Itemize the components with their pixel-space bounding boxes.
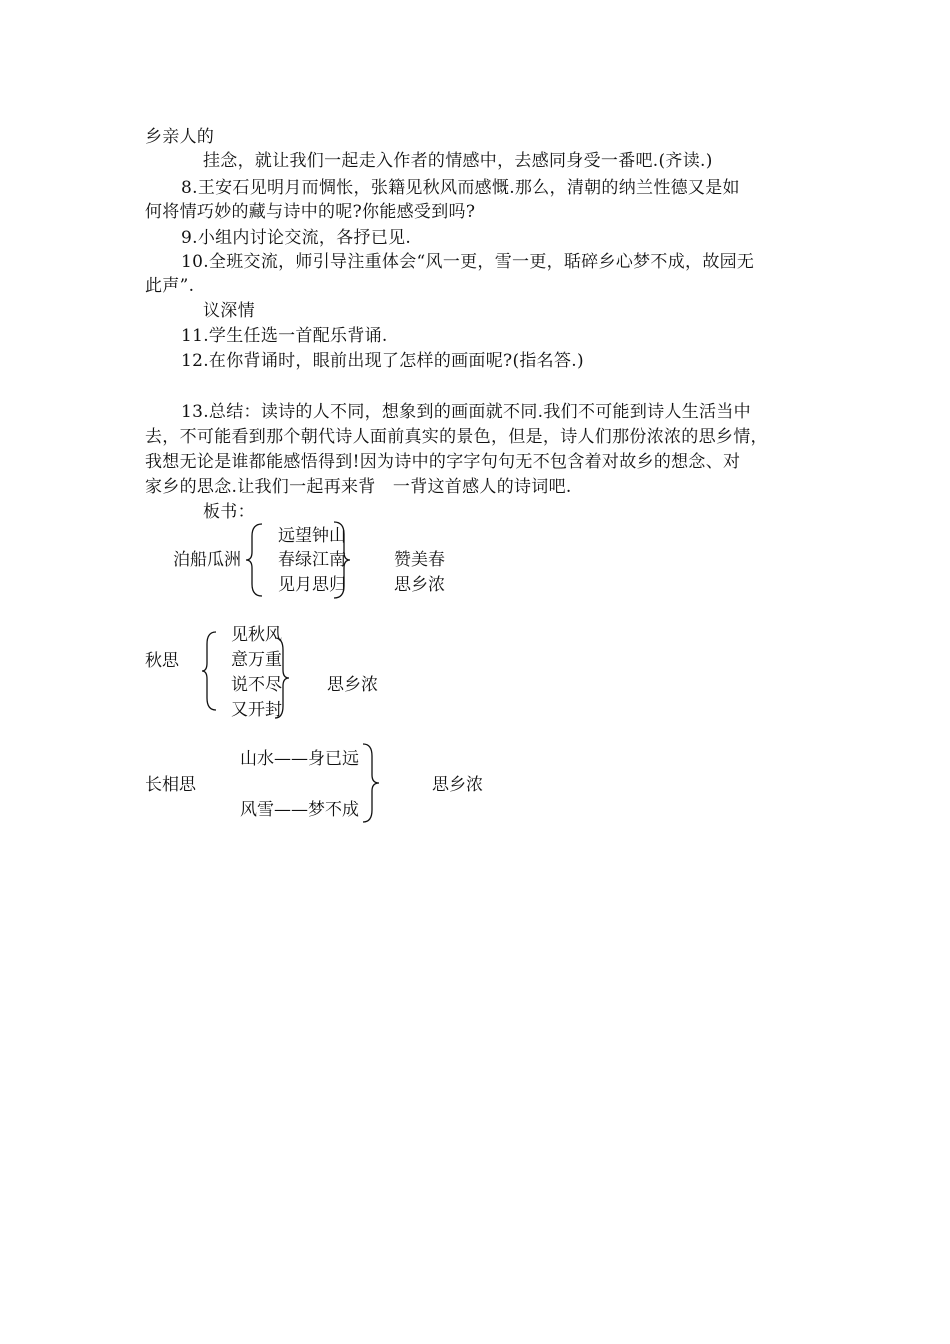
poem3-title: 长相思 <box>145 775 196 795</box>
left-brace-icon <box>244 522 266 598</box>
poem2-line: 说不尽 <box>231 675 282 695</box>
poem2-line: 又开封 <box>231 700 282 720</box>
board-label: 板书： <box>203 502 255 522</box>
list-item-8: 8.王安石见明月而惆怅，张籍见秋风而感慨.那么，清朝的纳兰性德又是如 <box>181 178 740 198</box>
poem2-result: 思乡浓 <box>327 675 378 695</box>
poem2-line: 见秋风 <box>231 625 282 645</box>
paragraph-line: 乡亲人的 <box>145 127 215 147</box>
poem1-result: 赞美春 <box>394 550 445 570</box>
list-item-11: 11.学生任选一首配乐背诵. <box>181 326 388 346</box>
right-brace-icon <box>361 742 381 824</box>
left-brace-icon <box>200 630 220 712</box>
list-item-9: 9.小组内讨论交流，各抒已见. <box>181 228 412 248</box>
poem2-line: 意万重 <box>231 650 282 670</box>
poem1-title: 泊船瓜洲 <box>173 550 241 570</box>
list-item-13: 13.总结：读诗的人不同，想象到的画面就不同.我们不可能到诗人生活当中 <box>181 402 751 422</box>
list-item-10-continued: 此声”. <box>145 276 195 296</box>
list-item-10: 10.全班交流，师引导注重体会“风一更，雪一更，聒碎乡心梦不成，故园无 <box>181 252 755 272</box>
list-item-12: 12.在你背诵时，眼前出现了怎样的画面呢?(指名答.) <box>181 351 584 371</box>
poem1-line: 春绿江南 <box>278 550 346 570</box>
section-heading: 议深情 <box>203 301 255 321</box>
poem2-title: 秋思 <box>145 651 179 671</box>
list-item-13-continued: 我想无论是谁都能感悟得到!因为诗中的字字句句无不包含着对故乡的想念、对 <box>145 452 741 472</box>
poem3-result: 思乡浓 <box>432 775 483 795</box>
poem1-line: 见月思归 <box>278 575 346 595</box>
poem3-line: 风雪——梦不成 <box>240 800 359 820</box>
poem1-result: 思乡浓 <box>394 575 445 595</box>
right-brace-icon <box>332 520 352 600</box>
poem1-line: 远望钟山 <box>278 526 346 546</box>
paragraph-line: 挂念，就让我们一起走入作者的情感中，去感同身受一番吧.(齐读.) <box>203 151 713 171</box>
list-item-13-continued: 家乡的思念.让我们一起再来背 一背这首感人的诗词吧. <box>145 477 572 497</box>
poem3-line: 山水——身已远 <box>240 749 359 769</box>
list-item-13-continued: 去，不可能看到那个朝代诗人面前真实的景色，但是，诗人们那份浓浓的思乡情， <box>145 427 768 447</box>
right-brace-icon <box>273 636 291 720</box>
list-item-8-continued: 何将情巧妙的藏与诗中的呢?你能感受到吗? <box>145 202 476 222</box>
